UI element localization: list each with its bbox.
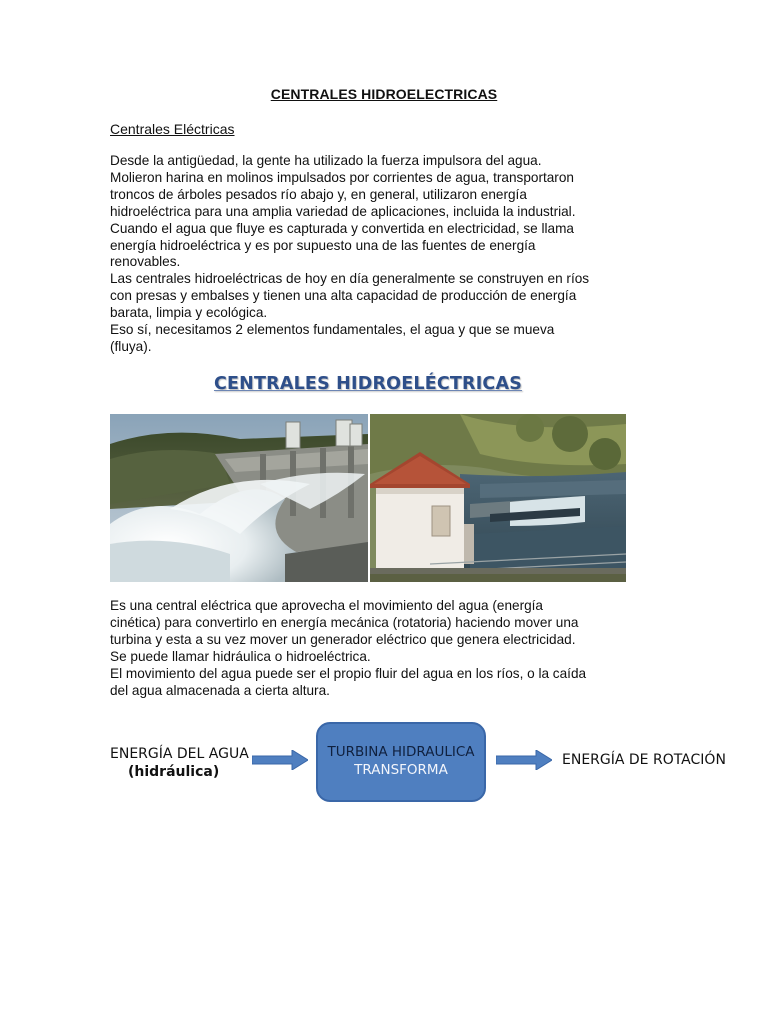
figure-title: CENTRALES HIDROELÉCTRICAS <box>213 374 523 394</box>
right-arrow-icon <box>496 750 552 770</box>
dam-spillway-photo <box>110 414 368 582</box>
energy-flow-diagram <box>0 716 768 816</box>
paragraph-line: El movimiento del agua puede ser el propio fluir del agua en los ríos, o la caída <box>110 665 587 681</box>
output-label: ENERGÍA DE ROTACIÓN <box>562 752 726 768</box>
hydro-plant-photo <box>370 414 626 582</box>
turbine-box-title: TURBINA HIDRAULICA <box>327 744 475 760</box>
paragraph-line: del agua almacenada a cierta altura. <box>110 682 330 698</box>
turbine-box-subtitle: TRANSFORMA <box>354 762 448 778</box>
right-arrow-icon <box>252 750 308 770</box>
definition-paragraph <box>110 598 670 699</box>
paragraph-line: Desde la antigüedad, la gente ha utilizado la fuerza impulsora del agua. <box>110 153 542 168</box>
paragraph-line: barata, limpia y ecológica. <box>110 305 268 321</box>
paragraph-line: Molieron harina en molinos impulsados por corrientes de agua, transportaron <box>110 169 574 185</box>
paragraph-line: (fluya). <box>110 338 152 354</box>
paragraph-line: turbina y esta a su vez mover un generador eléctrico que genera electricidad. <box>110 631 576 647</box>
paragraph-line: con presas y embalses y tienen una alta capacidad de producción de energía <box>110 288 577 304</box>
section-heading: Centrales Eléctricas <box>110 121 235 137</box>
paragraph-line: Eso sí, necesitamos 2 elementos fundamentales, el agua y que se mueva <box>110 322 555 338</box>
hydro-figure <box>110 372 626 584</box>
paragraph-line: troncos de árboles pesados río abajo y, en general, utilizaron energía <box>110 186 527 202</box>
document-title: CENTRALES HIDROELECTRICAS <box>270 86 498 102</box>
paragraph-line: renovables. <box>110 254 181 270</box>
paragraph-line: Cuando el agua que fluye es capturada y convertida en electricidad, se llama <box>110 220 574 236</box>
turbine-box <box>316 722 486 802</box>
source-sublabel: (hidráulica) <box>128 764 220 780</box>
paragraph-line: cinética) para convertirlo en energía mecánica (rotatoria) haciendo mover una <box>110 614 579 630</box>
paragraph-line: energía hidroeléctrica y es por supuesto una de las fuentes de energía <box>110 237 536 253</box>
paragraph-line: Se puede llamar hidráulica o hidroeléctrica. <box>110 648 371 664</box>
intro-paragraph <box>110 153 670 356</box>
paragraph-line: Las centrales hidroeléctricas de hoy en día generalmente se construyen en ríos <box>110 271 590 287</box>
paragraph-line: hidroeléctrica para una amplia variedad de aplicaciones, incluida la industrial. <box>110 203 576 219</box>
paragraph-line: Es una central eléctrica que aprovecha el movimiento del agua (energía <box>110 598 543 613</box>
source-label: ENERGÍA DEL AGUA <box>110 746 249 762</box>
